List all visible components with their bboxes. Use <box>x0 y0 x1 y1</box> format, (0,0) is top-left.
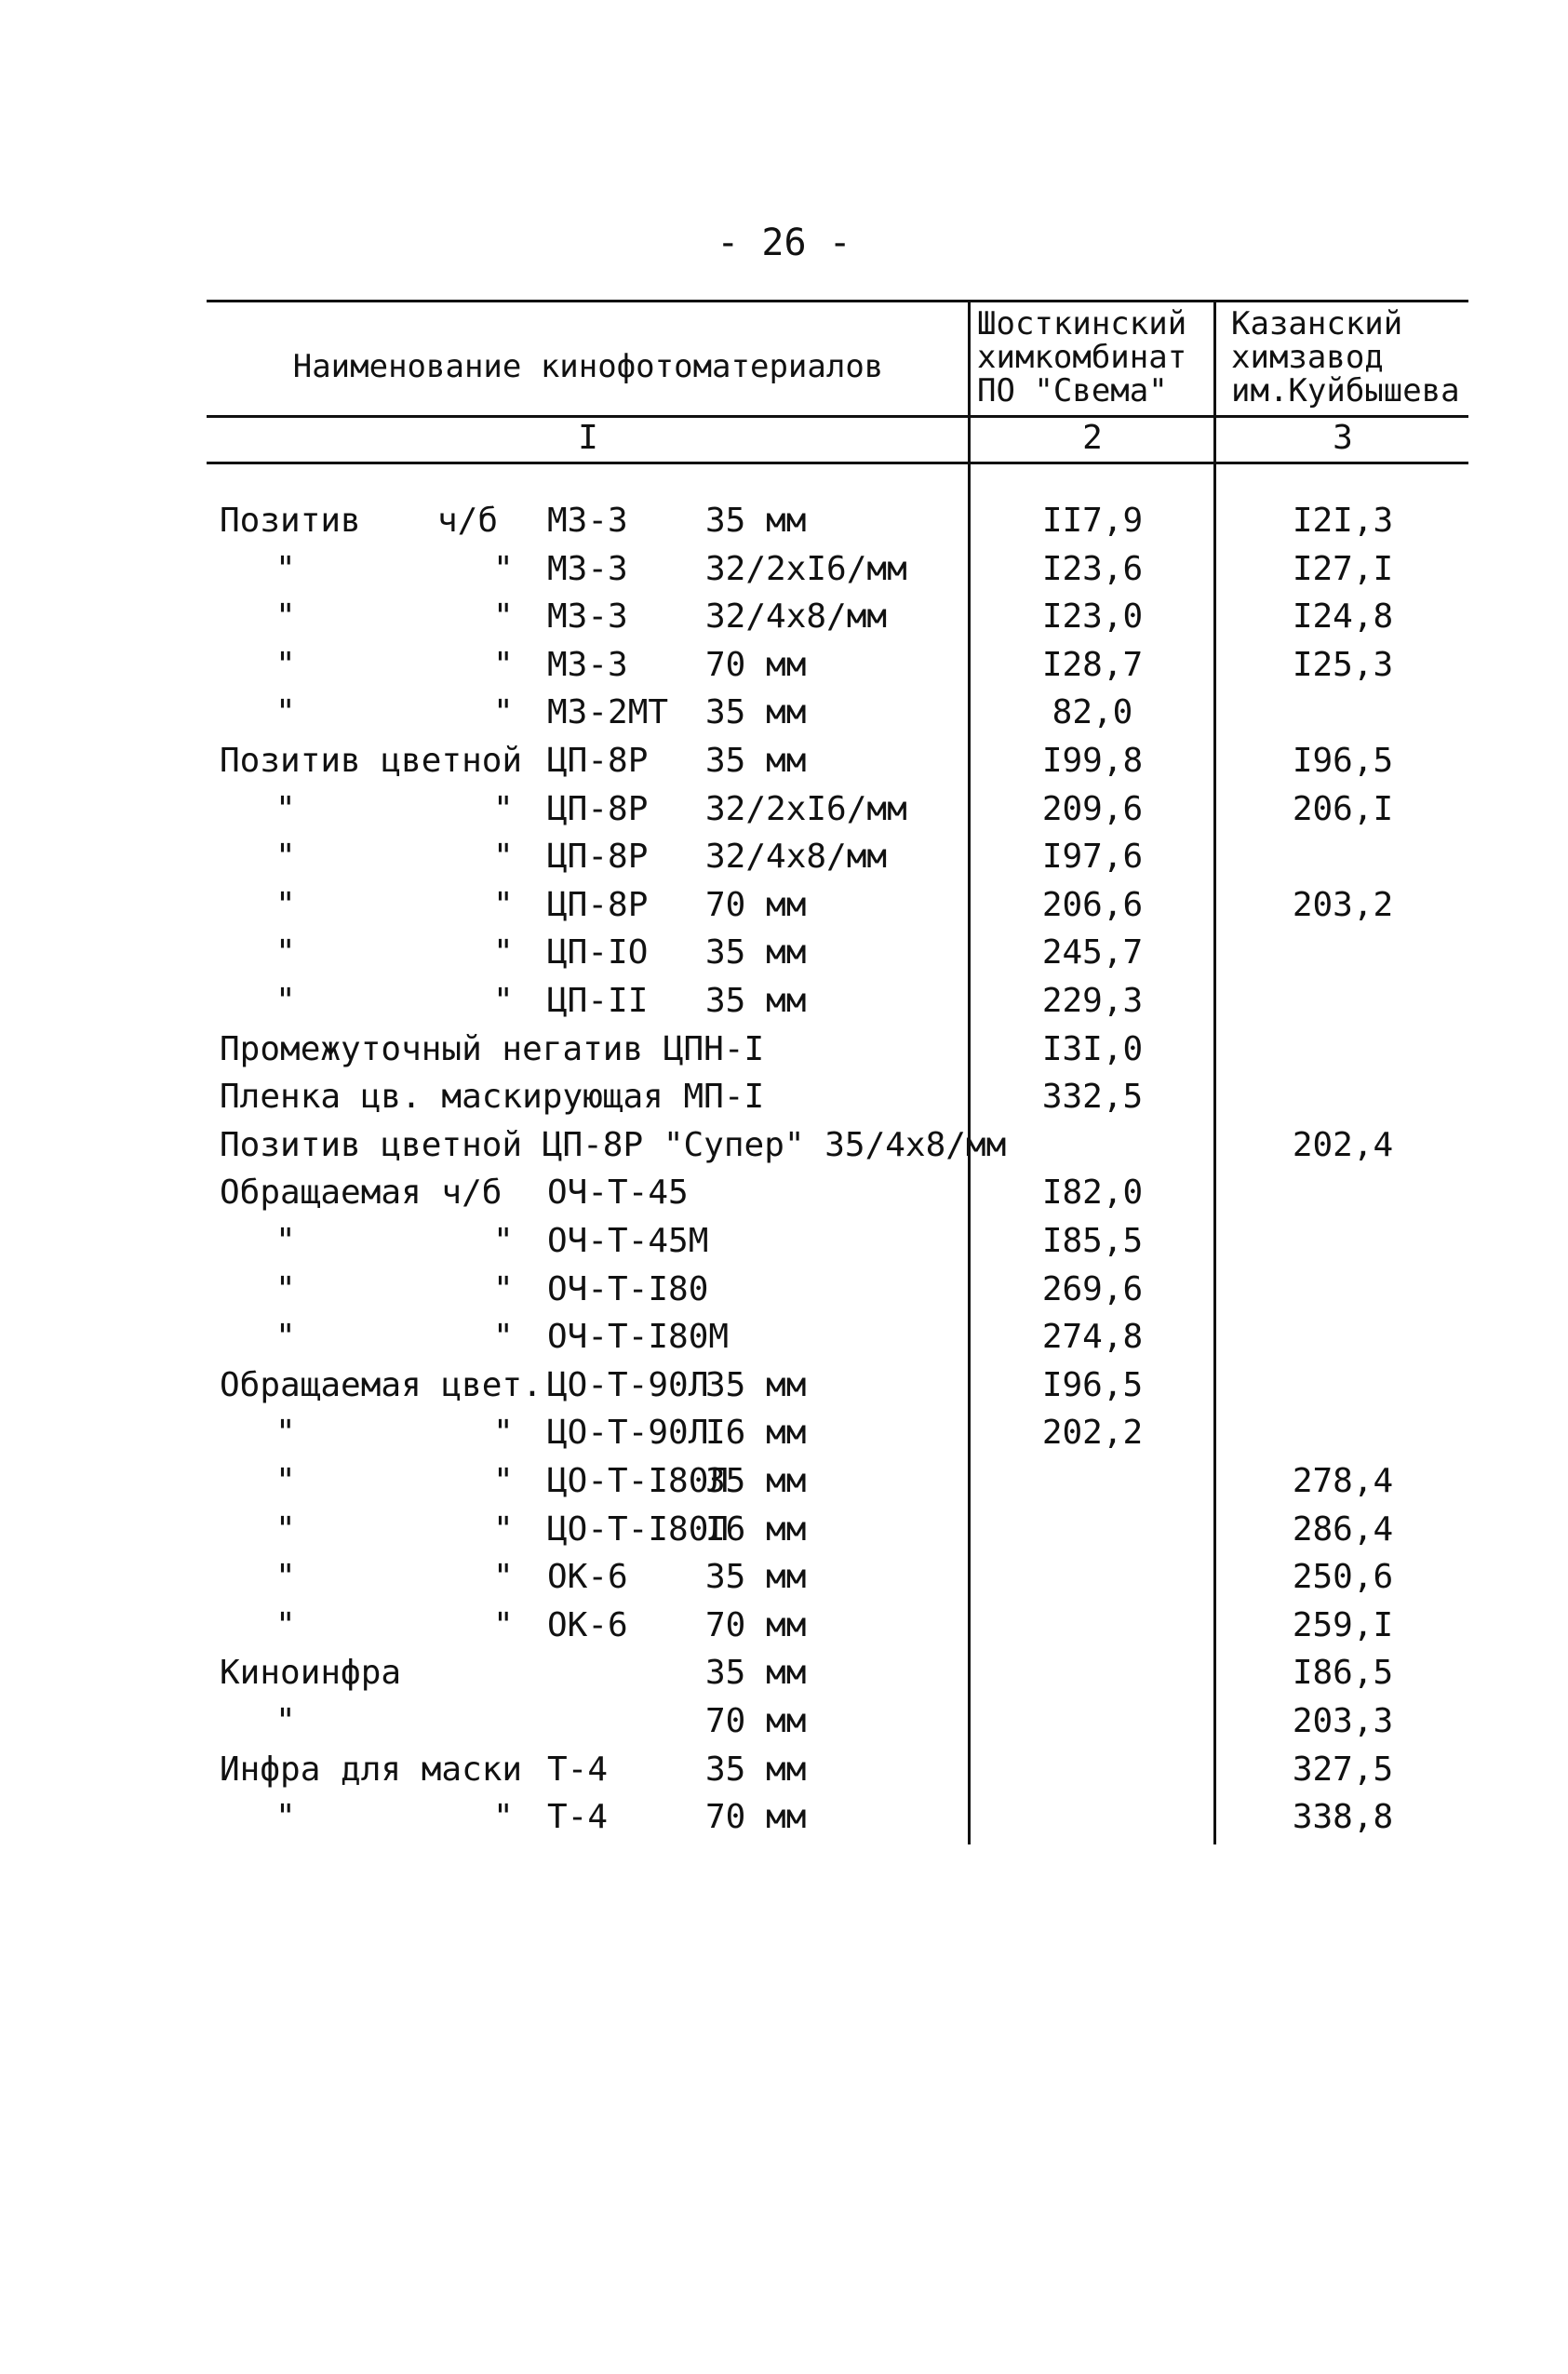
row-format: 35 мм <box>705 933 807 972</box>
row-value-shostka: 332,5 <box>1041 1078 1144 1117</box>
row-format: I6 мм <box>705 1509 807 1549</box>
header-kazan-line: Казанский <box>1231 305 1403 342</box>
row-brand: ОК-6 <box>547 1605 628 1644</box>
row-name: Киноинфра <box>220 1654 402 1693</box>
table-row <box>0 1221 1568 1267</box>
row-format: 70 мм <box>705 1798 807 1837</box>
column-number-3: 3 <box>1333 419 1353 457</box>
row-type: " <box>493 1269 514 1308</box>
table-row <box>0 1365 1568 1412</box>
row-name: " <box>275 982 296 1020</box>
header-shostka-line: Шосткинский <box>977 305 1187 342</box>
table-row <box>0 1317 1568 1363</box>
row-name: Инфра для маски <box>220 1750 523 1789</box>
header-kazan-line: химзавод <box>1231 339 1384 376</box>
row-name: Обращаемая цвет. <box>220 1365 543 1404</box>
row-value-kazan: 338,8 <box>1292 1798 1394 1837</box>
row-format: 35 мм <box>705 502 807 540</box>
row-type: " <box>493 1222 514 1260</box>
row-brand: ЦО-Т-90Л <box>547 1365 709 1404</box>
row-type: " <box>493 789 514 828</box>
row-brand: ОЧ-Т-45 <box>547 1174 689 1213</box>
row-brand: ЦП-8Р <box>547 789 649 828</box>
row-type: " <box>493 1798 514 1837</box>
row-value-shostka: I28,7 <box>1041 645 1144 684</box>
row-brand: ОЧ-Т-I80М <box>547 1318 730 1357</box>
row-type: " <box>493 1509 514 1549</box>
row-value-shostka: I23,6 <box>1041 549 1144 588</box>
row-brand: ЦО-Т-I80Л <box>547 1509 730 1549</box>
table-row <box>0 1029 1568 1076</box>
table-row <box>0 981 1568 1027</box>
row-value-kazan: I96,5 <box>1292 742 1394 780</box>
row-name: " <box>275 1318 296 1357</box>
row-brand: МЗ-3 <box>547 549 628 588</box>
row-type: " <box>493 693 514 732</box>
row-name: " <box>275 693 296 732</box>
header-name-column: Наименование кинофотоматериалов <box>292 348 884 385</box>
row-value-shostka: 245,7 <box>1041 933 1144 972</box>
row-name: " <box>275 885 296 924</box>
row-format: 32/4х8/мм <box>705 597 888 637</box>
row-format: 70 мм <box>705 1702 807 1740</box>
table-row <box>0 1269 1568 1316</box>
row-value-kazan: I27,I <box>1292 549 1394 588</box>
row-format: 35 мм <box>705 982 807 1020</box>
row-value-shostka: II7,9 <box>1041 502 1144 540</box>
row-value-shostka: 274,8 <box>1041 1318 1144 1357</box>
header-kazan <box>1231 307 1475 408</box>
row-value-kazan: 203,3 <box>1292 1702 1394 1740</box>
row-value-kazan: 250,6 <box>1292 1558 1394 1597</box>
row-value-shostka: 202,2 <box>1041 1414 1144 1453</box>
row-name: " <box>275 549 296 588</box>
table-row <box>0 692 1568 739</box>
row-brand: ЦП-8Р <box>547 742 649 780</box>
row-format: 32/2хI6/мм <box>705 789 907 828</box>
header-shostka <box>977 307 1214 408</box>
row-value-shostka: I82,0 <box>1041 1174 1144 1213</box>
row-type: " <box>493 1462 514 1500</box>
row-brand: ОЧ-Т-45М <box>547 1222 709 1260</box>
row-name: " <box>275 1222 296 1260</box>
row-format: 35 мм <box>705 1654 807 1693</box>
table-row <box>0 1557 1568 1603</box>
column-number-2: 2 <box>1082 419 1103 457</box>
row-brand: ЦО-Т-I80Л <box>547 1462 730 1500</box>
row-value-shostka: I3I,0 <box>1041 1029 1144 1068</box>
row-format: 35 мм <box>705 693 807 732</box>
row-format: 35 мм <box>705 742 807 780</box>
page-number: - 26 - <box>717 221 851 264</box>
row-value-shostka: 229,3 <box>1041 982 1144 1020</box>
row-value-shostka: I96,5 <box>1041 1365 1144 1404</box>
row-format: 35 мм <box>705 1462 807 1500</box>
row-format: I6 мм <box>705 1414 807 1453</box>
header-kazan-line: им.Куйбышева <box>1231 372 1460 409</box>
row-name: " <box>275 645 296 684</box>
row-value-kazan: I86,5 <box>1292 1654 1394 1693</box>
table-row <box>0 597 1568 643</box>
row-brand: МЗ-2МТ <box>547 693 669 732</box>
row-name: " <box>275 1702 296 1740</box>
row-name: Промежуточный негатив ЦПН-I <box>220 1029 765 1068</box>
row-name: " <box>275 1414 296 1453</box>
row-brand: МЗ-3 <box>547 597 628 637</box>
row-name: Пленка цв. маскирующая МП-I <box>220 1078 765 1117</box>
row-name: " <box>275 933 296 972</box>
row-type: " <box>493 1318 514 1357</box>
row-brand: ОЧ-Т-I80 <box>547 1269 709 1308</box>
header-bottom-rule <box>207 415 1468 418</box>
row-name: Обращаемая ч/б <box>220 1174 503 1213</box>
table-row <box>0 789 1568 836</box>
row-value-kazan: I2I,3 <box>1292 502 1394 540</box>
table-top-rule <box>207 300 1468 302</box>
row-value-shostka: 206,6 <box>1041 885 1144 924</box>
table-row <box>0 1077 1568 1123</box>
row-name: Позитив цветной <box>220 742 523 780</box>
row-name: " <box>275 597 296 637</box>
row-name: " <box>275 789 296 828</box>
row-value-shostka: 209,6 <box>1041 789 1144 828</box>
row-value-kazan: I25,3 <box>1292 645 1394 684</box>
row-brand: ОК-6 <box>547 1558 628 1597</box>
row-value-shostka: 82,0 <box>1052 693 1133 732</box>
row-brand: ЦП-8Р <box>547 838 649 877</box>
row-value-shostka: 269,6 <box>1041 1269 1144 1308</box>
table-row <box>0 1413 1568 1459</box>
table-row <box>0 549 1568 596</box>
row-brand: Т-4 <box>547 1798 609 1837</box>
row-format: 70 мм <box>705 645 807 684</box>
row-type: " <box>493 1558 514 1597</box>
table-row <box>0 1701 1568 1748</box>
row-type: " <box>493 645 514 684</box>
row-name: " <box>275 1558 296 1597</box>
row-format: 32/4х8/мм <box>705 838 888 877</box>
row-format: 35 мм <box>705 1750 807 1789</box>
row-name: Позитив <box>220 502 361 540</box>
row-value-shostka: I99,8 <box>1041 742 1144 780</box>
column-number-1: I <box>578 419 598 457</box>
row-name: " <box>275 1462 296 1500</box>
header-shostka-line: химкомбинат <box>977 339 1187 376</box>
row-type: " <box>493 1605 514 1644</box>
table-row <box>0 837 1568 883</box>
row-value-shostka: I23,0 <box>1041 597 1144 637</box>
table-row <box>0 741 1568 787</box>
row-brand: МЗ-3 <box>547 502 628 540</box>
row-brand: ЦП-II <box>547 982 649 1020</box>
row-format: 32/2хI6/мм <box>705 549 907 588</box>
row-type: " <box>493 982 514 1020</box>
row-format: 35 мм <box>705 1558 807 1597</box>
row-format: 70 мм <box>705 1605 807 1644</box>
row-value-kazan: 286,4 <box>1292 1509 1394 1549</box>
row-type: " <box>493 1414 514 1453</box>
table-row <box>0 1797 1568 1844</box>
table-row <box>0 645 1568 691</box>
table-row <box>0 1461 1568 1508</box>
table-row <box>0 1173 1568 1219</box>
row-name: " <box>275 1509 296 1549</box>
row-brand: МЗ-3 <box>547 645 628 684</box>
row-type: " <box>493 933 514 972</box>
table-row <box>0 501 1568 547</box>
row-value-kazan: I24,8 <box>1292 597 1394 637</box>
row-format: 35 мм <box>705 1365 807 1404</box>
row-value-kazan: 278,4 <box>1292 1462 1394 1500</box>
row-brand: ЦП-8Р <box>547 885 649 924</box>
colnum-bottom-rule <box>207 462 1468 464</box>
row-name: " <box>275 1269 296 1308</box>
table-row <box>0 932 1568 979</box>
row-type: " <box>493 597 514 637</box>
row-value-kazan: 203,2 <box>1292 885 1394 924</box>
row-value-kazan: 206,I <box>1292 789 1394 828</box>
row-type: ч/б <box>437 502 499 540</box>
row-format: 70 мм <box>705 885 807 924</box>
table-row <box>0 1605 1568 1652</box>
row-type: " <box>493 549 514 588</box>
table-row <box>0 1125 1568 1172</box>
row-name: Позитив цветной ЦП-8Р "Супер" 35/4х8/мм <box>220 1125 1007 1164</box>
row-value-kazan: 327,5 <box>1292 1750 1394 1789</box>
row-brand: ЦО-Т-90Л <box>547 1414 709 1453</box>
table-row <box>0 1509 1568 1556</box>
row-brand: ЦП-IО <box>547 933 649 972</box>
row-name: " <box>275 1605 296 1644</box>
row-value-shostka: I85,5 <box>1041 1222 1144 1260</box>
row-value-shostka: I97,6 <box>1041 838 1144 877</box>
row-brand: Т-4 <box>547 1750 609 1789</box>
row-type: " <box>493 838 514 877</box>
row-value-kazan: 259,I <box>1292 1605 1394 1644</box>
table-row <box>0 1653 1568 1699</box>
row-name: " <box>275 1798 296 1837</box>
table-row <box>0 1750 1568 1796</box>
row-type: " <box>493 885 514 924</box>
row-name: " <box>275 838 296 877</box>
table-row <box>0 885 1568 932</box>
header-shostka-line: ПО "Свема" <box>977 372 1168 409</box>
row-value-kazan: 202,4 <box>1292 1125 1394 1164</box>
